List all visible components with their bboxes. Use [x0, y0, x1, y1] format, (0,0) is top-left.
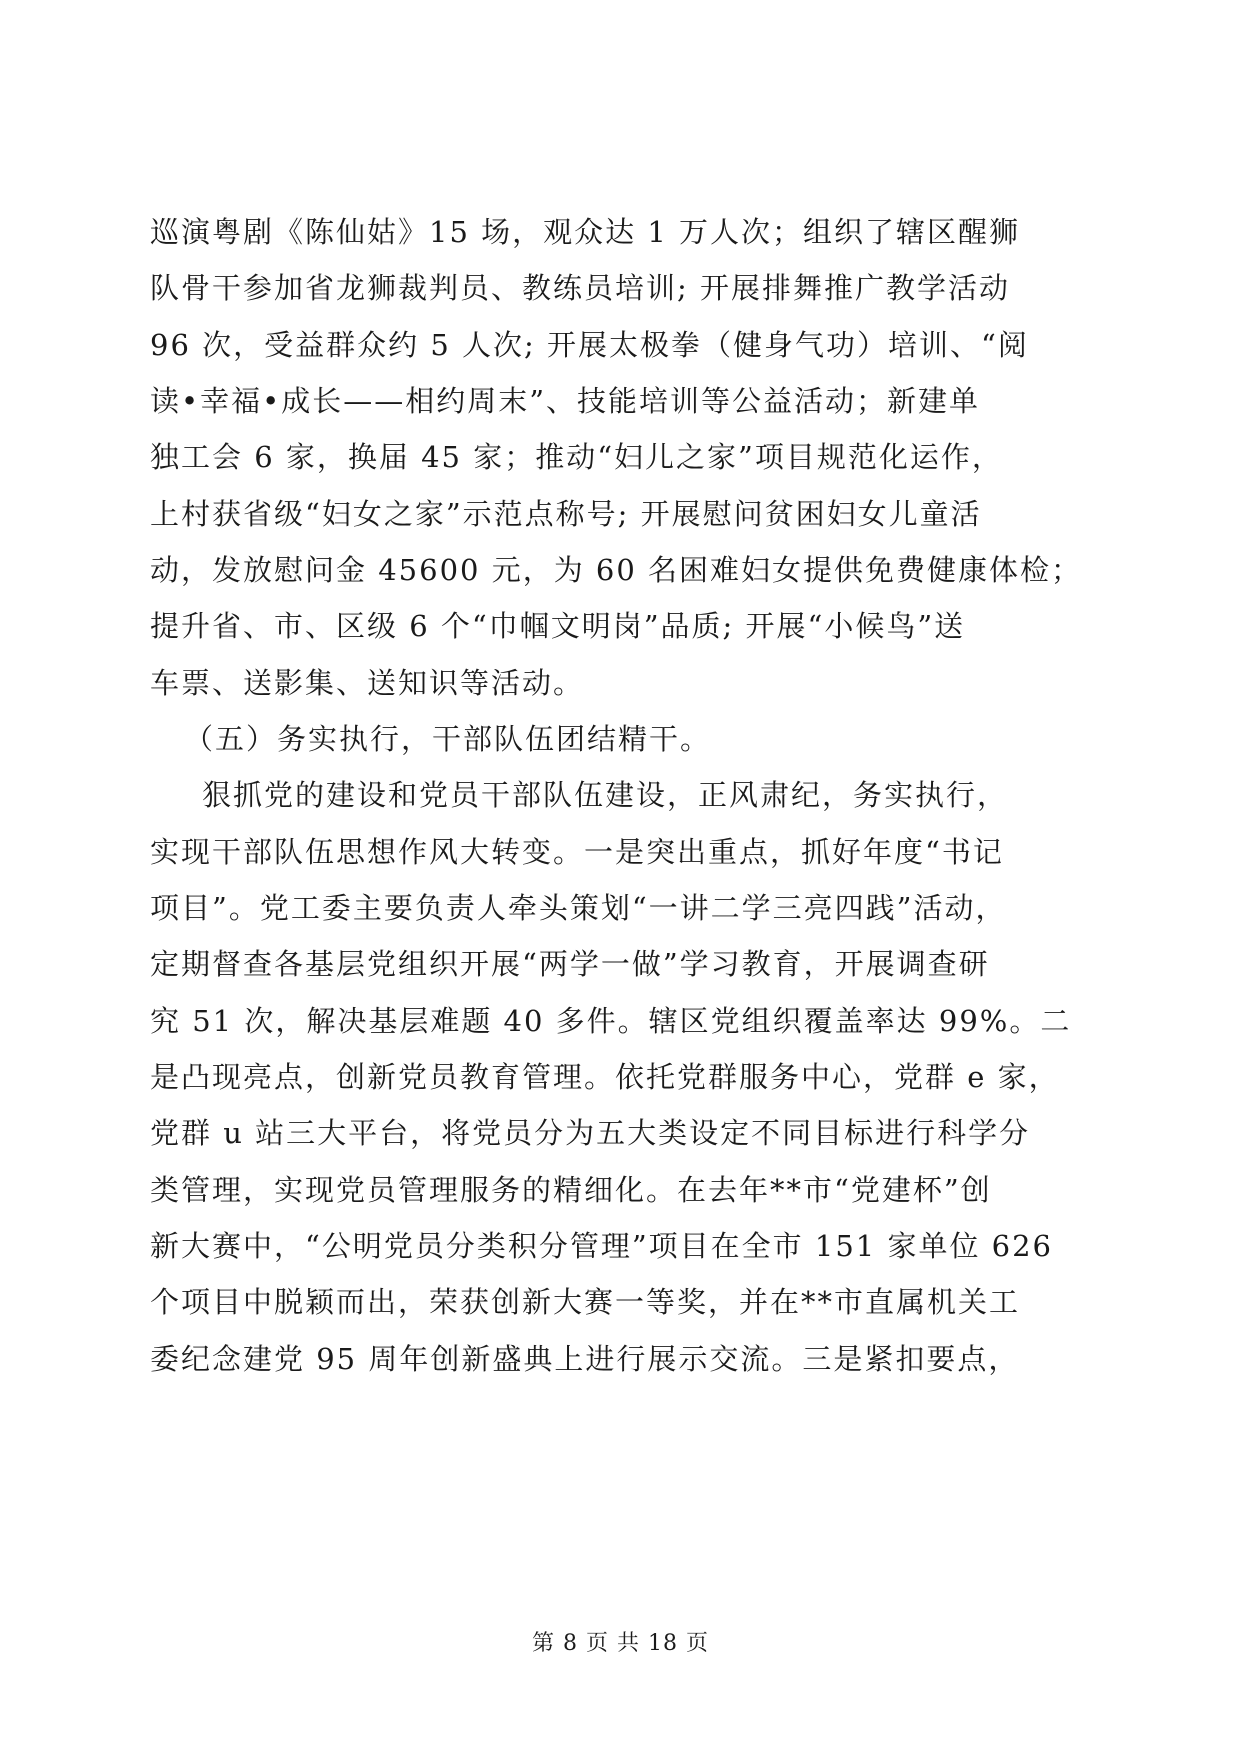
text-line: 动，发放慰问金 45600 元，为 60 名困难妇女提供免费健康体检；: [150, 553, 1083, 587]
text-line: 96 次，受益群众约 5 人次; 开展太极拳（健身气功）培训、“阅: [150, 328, 1029, 362]
text-line: 上村获省级“妇女之家”示范点称号; 开展慰问贫困妇女儿童活: [150, 497, 982, 531]
text-line: 独工会 6 家，换届 45 家；推动“妇儿之家”项目规范化运作，: [150, 440, 1003, 474]
text-line: 是凸现亮点，创新党员教育管理。依托党群服务中心，党群 e 家，: [150, 1060, 1060, 1094]
page-number-label: 第 8 页 共 18 页: [532, 1631, 709, 1656]
section-heading: （五）务实执行，干部队伍团结精干。: [184, 722, 712, 756]
text-line: 项目”。党工委主要负责人牵头策划“一讲二学三亮四践”活动，: [150, 891, 1007, 925]
text-line: 新大赛中，“公明党员分类积分管理”项目在全市 151 家单位 626: [150, 1229, 1054, 1263]
text-line: 党群 u 站三大平台，将党员分为五大类设定不同目标进行科学分: [150, 1116, 1031, 1150]
text-line: 定期督查各基层党组织开展“两学一做”学习教育，开展调查研: [150, 947, 990, 981]
text-line: 委纪念建党 95 周年创新盛典上进行展示交流。三是紧扣要点，: [150, 1342, 1020, 1376]
text-line: 队骨干参加省龙狮裁判员、教练员培训; 开展排舞推广教学活动: [150, 271, 1010, 305]
page-footer: [0, 1626, 1241, 1657]
text-line: 实现干部队伍思想作风大转变。一是突出重点，抓好年度“书记: [150, 835, 1004, 869]
text-line: 类管理，实现党员管理服务的精细化。在去年**市“党建杯”创: [150, 1173, 992, 1207]
text-line: 究 51 次，解决基层难题 40 多件。辖区党组织覆盖率达 99%。二: [150, 1004, 1072, 1038]
text-line: 车票、送影集、送知识等活动。: [150, 666, 585, 700]
paragraph-first-line: 狠抓党的建设和党员干部队伍建设，正风肃纪，务实执行，: [202, 778, 1009, 812]
text-line: 巡演粤剧《陈仙姑》15 场，观众达 1 万人次；组织了辖区醒狮: [150, 215, 1021, 249]
text-line: 读•幸福•成长——相约周末”、技能培训等公益活动；新建单: [150, 384, 981, 418]
text-line: 个项目中脱颖而出，荣获创新大赛一等奖，并在**市直属机关工: [150, 1285, 1021, 1319]
text-line: 提升省、市、区级 6 个“巾帼文明岗”品质; 开展“小候鸟”送: [150, 609, 966, 643]
